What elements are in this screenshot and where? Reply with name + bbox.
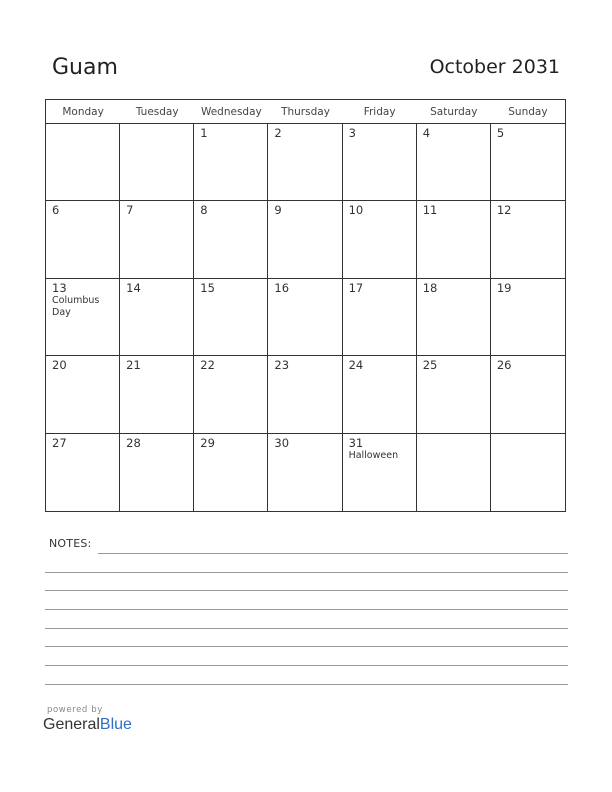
day-cell-15 [194,279,268,356]
day-number: 6 [52,203,60,218]
holiday-label: Halloween [348,449,399,461]
day-cell-18 [417,279,491,356]
day-cell-4 [417,124,491,201]
day-number: 24 [348,358,364,373]
day-number: 30 [274,435,290,450]
day-number: 27 [52,435,67,450]
day-cell-25 [417,356,491,433]
day-number: 20 [52,358,67,373]
day-cell-1 [194,124,268,201]
day-number: 2 [274,126,282,140]
day-number: 31 [348,435,364,450]
page-title: Guam [52,55,118,80]
day-cell-21 [120,356,194,433]
day-cell-5 [491,124,565,201]
day-cell-23 [268,356,342,433]
day-number: 3 [348,126,356,140]
brand-part-blue: Blue [99,716,132,733]
day-cell-10 [343,201,417,278]
day-number: 28 [126,435,141,450]
weekday-wednesday: Wednesday [200,106,262,118]
day-cell-13 [46,279,120,356]
day-number: 8 [200,203,208,218]
note-line [45,572,568,573]
day-number: 22 [200,358,215,373]
powered-by-text: powered by [47,705,103,715]
empty-day-cell [46,124,120,201]
brand-part-general: General [43,716,100,733]
day-number: 9 [274,203,282,218]
calendar-body [46,124,565,511]
day-number: 19 [496,280,512,295]
day-cell-20 [46,356,120,433]
weekday-friday: Friday [363,106,396,118]
note-line [98,553,568,554]
note-line [45,609,568,610]
holiday-label: Columbus Day [52,294,100,318]
day-cell-12 [491,201,565,278]
day-number: 7 [126,203,134,218]
day-cell-9 [268,201,342,278]
day-number: 4 [422,126,431,140]
day-number: 5 [496,126,505,140]
day-cell-27 [46,434,120,511]
weekday-monday: Monday [62,106,104,118]
day-cell-14 [120,279,194,356]
day-cell-31 [343,434,417,511]
weekday-sunday: Sunday [508,106,548,118]
note-line [45,590,568,591]
day-number: 10 [348,203,364,218]
note-line [45,646,568,647]
day-cell-22 [194,356,268,433]
day-number: 1 [200,126,208,140]
weekday-tuesday: Tuesday [135,106,179,118]
day-number: 25 [422,358,438,373]
day-cell-6 [46,201,120,278]
day-number: 21 [126,358,141,373]
day-cell-7 [120,201,194,278]
day-number: 16 [274,280,290,295]
day-number: 15 [200,280,215,295]
weekday-thursday: Thursday [281,106,330,118]
day-cell-28 [120,434,194,511]
day-cell-2 [268,124,342,201]
note-line [45,665,568,666]
day-cell-24 [343,356,417,433]
day-number: 12 [496,203,512,218]
day-cell-8 [194,201,268,278]
day-number: 17 [348,280,364,295]
empty-day-cell [417,434,491,511]
weekday-header-row [46,100,565,124]
day-cell-26 [491,356,565,433]
day-number: 23 [274,358,290,373]
note-line [45,628,568,629]
day-cell-17 [343,279,417,356]
day-cell-16 [268,279,342,356]
month-label: October 2031 [429,56,560,78]
day-number: 18 [422,280,438,295]
calendar-grid [45,99,566,512]
empty-day-cell [491,434,565,511]
day-number: 14 [126,280,141,295]
day-cell-19 [491,279,565,356]
day-number: 13 [52,280,67,295]
empty-day-cell [120,124,194,201]
notes-label: NOTES: [49,537,92,550]
day-number: 26 [496,358,512,373]
day-number: 29 [200,435,215,450]
day-cell-11 [417,201,491,278]
day-cell-30 [268,434,342,511]
weekday-saturday: Saturday [430,106,478,118]
day-cell-3 [343,124,417,201]
note-line [45,684,568,685]
generalblue-logo [43,716,132,734]
day-number: 11 [422,203,438,218]
day-cell-29 [194,434,268,511]
